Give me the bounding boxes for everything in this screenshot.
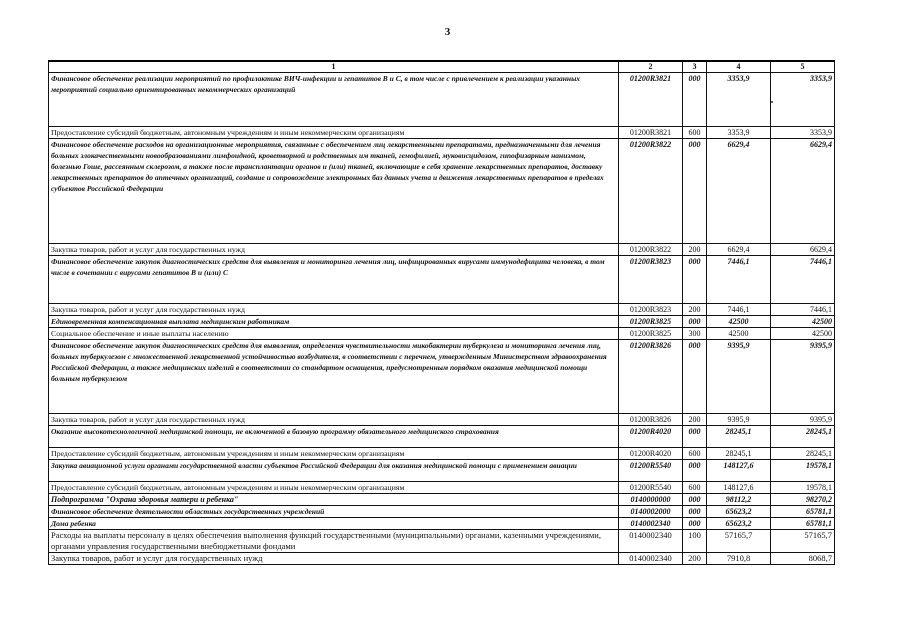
table-row: [49, 139, 835, 244]
row-value-col4: 7910,8: [707, 553, 771, 565]
row-expense-type: 600: [683, 448, 707, 460]
row-expense-type: 000: [683, 316, 707, 328]
header-col-2: 2: [619, 61, 683, 73]
row-code: 01200R3825: [619, 316, 683, 328]
row-code: 0140002340: [619, 553, 683, 565]
row-name: Финансовое обеспечение закупок диагностических средств для выявления, определения чувствительности микобактерии туберкулеза и мониторинга лечения лиц, больных туберкулезом с множественной лекарственной устойчивостью возбудителя, в соответствии с перечнем, утвержденным Министерством здравоохранения Российской Федерации, а также медицинских изделий в соответствии со стандартом оснащения, предусмотренным порядком оказания медицинской помощи больным туберкулезом: [49, 340, 619, 414]
row-value-col5: 65781,1: [771, 506, 835, 518]
row-name: Финансовое обеспечение деятельности областных государственных учреждений: [49, 506, 619, 518]
row-value-col5: 6629,4: [771, 244, 835, 256]
table-row: [49, 482, 835, 494]
table-row: [49, 448, 835, 460]
table-row: [49, 73, 835, 127]
row-code: 01200R3823: [619, 256, 683, 304]
row-value-col5: 3353,9: [771, 127, 835, 139]
table-row: [49, 553, 835, 565]
row-name: Единовременная компенсационная выплата медицинским работникам: [49, 316, 619, 328]
row-value-col5: 19578,1: [771, 482, 835, 494]
row-value-col4: 7446,1: [707, 304, 771, 316]
row-name: Предоставление субсидий бюджетным, автономным учреждениям и иным некоммерческим организациям: [49, 482, 619, 494]
row-code: 0140002000: [619, 506, 683, 518]
row-name: Закупка авиационной услуги органами государственной власти субъектов Российской Федерации для оказания медицинской помощи с применением авиации: [49, 460, 619, 482]
row-value-col5: 9395,9: [771, 340, 835, 414]
header-col-1: 1: [49, 61, 619, 73]
row-name: Подпрограмма "Охрана здоровья матери и ребенка": [49, 494, 619, 506]
row-name: Финансовое обеспечение закупок диагностических средств для выявления и мониторинга лечения лиц, инфицированных вирусами иммунодефицита человека, в том числе в сочетании с вирусами гепатитов В и (или) С: [49, 256, 619, 304]
row-value-col5: 8068,7: [771, 553, 835, 565]
row-value-col5: 57165,7: [771, 530, 835, 553]
row-code: 0140000000: [619, 494, 683, 506]
table-row: [49, 530, 835, 553]
row-value-col5: 42500: [771, 328, 835, 340]
row-name: Закупка товаров, работ и услуг для государственных нужд: [49, 304, 619, 316]
table-row: [49, 244, 835, 256]
row-value-col4: 3353,9: [707, 127, 771, 139]
table-row: [49, 506, 835, 518]
row-value-col5: 7446,1: [771, 256, 835, 304]
row-name: Дома ребенка: [49, 518, 619, 530]
table-row: [49, 328, 835, 340]
row-code: 01200R5540: [619, 460, 683, 482]
row-value-col4: 6629,4: [707, 139, 771, 244]
row-code: 01200R3822: [619, 244, 683, 256]
row-name: Закупка товаров, работ и услуг для государственных нужд: [49, 553, 619, 565]
row-code: 01200R3821: [619, 73, 683, 127]
row-code: 01200R3825: [619, 328, 683, 340]
row-expense-type: 100: [683, 530, 707, 553]
row-value-col4: 98112,2: [707, 494, 771, 506]
row-value-col4: 9395,9: [707, 414, 771, 426]
row-name: Предоставление субсидий бюджетным, автономным учреждениям и иным некоммерческим организациям: [49, 448, 619, 460]
row-value-col4: 65623,2: [707, 506, 771, 518]
row-expense-type: 200: [683, 244, 707, 256]
header-col-4: 4: [707, 61, 771, 73]
row-expense-type: 000: [683, 518, 707, 530]
row-code: 01200R3822: [619, 139, 683, 244]
table-row: [49, 426, 835, 448]
row-name: Оказание высокотехнологичной медицинской помощи, не включенной в базовую программу обязательного медицинского страхования: [49, 426, 619, 448]
row-code: 01200R4020: [619, 426, 683, 448]
row-value-col5: 65781,1: [771, 518, 835, 530]
row-expense-type: 200: [683, 414, 707, 426]
row-code: 0140002340: [619, 530, 683, 553]
row-value-col5: 3353,9: [771, 73, 835, 127]
row-name: Расходы на выплаты персоналу в целях обеспечения выполнения функций государственными (муниципальными) органами, казенными учреждениями, органами управления государственными внебюджетными фондами: [49, 530, 619, 553]
row-name: Закупка товаров, работ и услуг для государственных нужд: [49, 244, 619, 256]
row-value-col5: 19578,1: [771, 460, 835, 482]
row-expense-type: 300: [683, 328, 707, 340]
row-expense-type: 000: [683, 73, 707, 127]
table-row: [49, 127, 835, 139]
row-value-col5: 98270,2: [771, 494, 835, 506]
row-expense-type: 000: [683, 340, 707, 414]
row-expense-type: 200: [683, 304, 707, 316]
row-expense-type: 000: [683, 256, 707, 304]
row-name: Социальное обеспечение и иные выплаты населению: [49, 328, 619, 340]
row-code: 0140002340: [619, 518, 683, 530]
row-value-col5: 7446,1: [771, 304, 835, 316]
row-value-col4: 7446,1: [707, 256, 771, 304]
row-name: Финансовое обеспечение расходов на организационные мероприятия, связанные с обеспечением лиц лекарственными препаратами, предназначенными для лечения больных злокачественными новообразованиями лимфоидной, кроветворной и родственных им тканей, гемофилией, муковисцидозом, гипофизарным нанизмом, болезнью Гоше, рассеянным склерозом, а также после трансплантации органов и (или) тканей, включающие в себя хранение лекарственных препаратов, доставку лекарственных препаратов до аптечных организаций, создание и сопровождение электронных баз данных учета и движения лекарственных препаратов в пределах субъектов Российской Федерации: [49, 139, 619, 244]
budget-table: [48, 60, 835, 565]
row-expense-type: 600: [683, 482, 707, 494]
row-value-col5: 28245,1: [771, 448, 835, 460]
row-value-col5: 9395,9: [771, 414, 835, 426]
row-value-col4: 42500: [707, 316, 771, 328]
table-row: [49, 316, 835, 328]
row-name: Финансовое обеспечение реализации мероприятий по профилактике ВИЧ-инфекции и гепатитов В и С, в том числе с привлечением к реализации указанных мероприятий социально ориентированных некоммерческих организаций: [49, 73, 619, 127]
table-row: [49, 518, 835, 530]
row-value-col5: 42500: [771, 316, 835, 328]
row-value-col5: 28245,1: [771, 426, 835, 448]
table-row: [49, 460, 835, 482]
row-name: Предоставление субсидий бюджетным, автономным учреждениям и иным некоммерческим организациям: [49, 127, 619, 139]
row-code: 01200R3823: [619, 304, 683, 316]
row-code: 01200R5540: [619, 482, 683, 494]
row-value-col4: 28245,1: [707, 448, 771, 460]
row-value-col4: 148127,6: [707, 460, 771, 482]
table-row: [49, 304, 835, 316]
row-value-col4: 57165,7: [707, 530, 771, 553]
row-value-col4: 3353,9: [707, 73, 771, 127]
row-value-col5: 6629,4: [771, 139, 835, 244]
row-value-col4: 9395,9: [707, 340, 771, 414]
header-col-3: 3: [683, 61, 707, 73]
row-code: 01200R4020: [619, 448, 683, 460]
row-expense-type: 000: [683, 506, 707, 518]
table-row: [49, 256, 835, 304]
table-row: [49, 494, 835, 506]
header-row: [49, 61, 835, 73]
row-name: Закупка товаров, работ и услуг для государственных нужд: [49, 414, 619, 426]
row-code: 01200R3821: [619, 127, 683, 139]
header-col-5: 5: [771, 61, 835, 73]
row-code: 01200R3826: [619, 414, 683, 426]
row-expense-type: 000: [683, 139, 707, 244]
row-value-col4: 65623,2: [707, 518, 771, 530]
row-value-col4: 28245,1: [707, 426, 771, 448]
row-value-col4: 148127,6: [707, 482, 771, 494]
row-code: 01200R3826: [619, 340, 683, 414]
row-expense-type: 000: [683, 494, 707, 506]
page-number: 3: [444, 26, 451, 38]
row-value-col4: 42500: [707, 328, 771, 340]
table-row: [49, 414, 835, 426]
row-expense-type: 000: [683, 460, 707, 482]
row-expense-type: 600: [683, 127, 707, 139]
row-value-col4: 6629,4: [707, 244, 771, 256]
row-expense-type: 000: [683, 426, 707, 448]
table-row: [49, 340, 835, 414]
row-expense-type: 200: [683, 553, 707, 565]
